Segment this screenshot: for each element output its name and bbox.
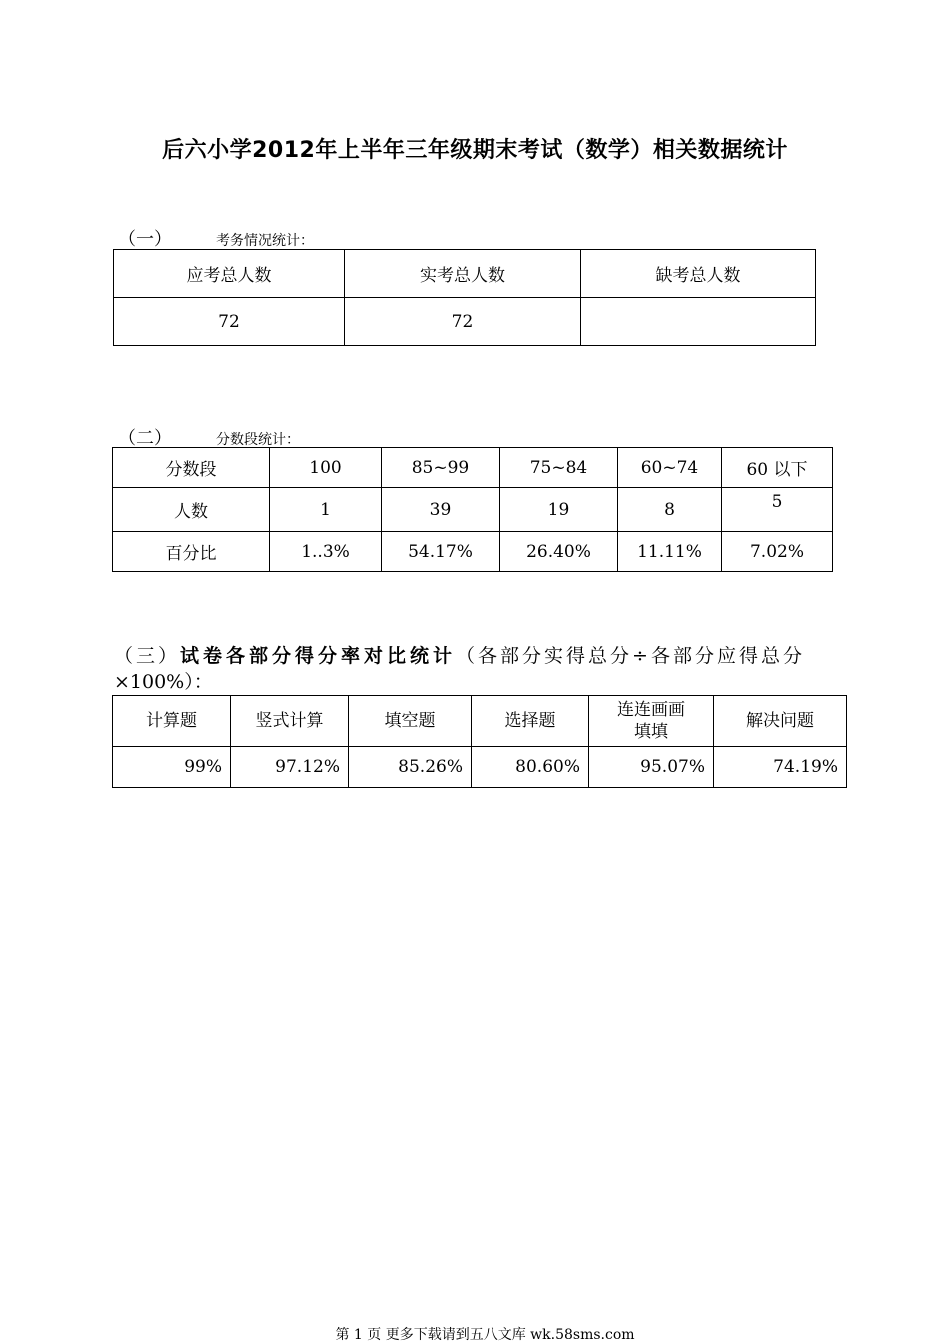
value-cell: 72 [345, 298, 581, 346]
table-row [113, 747, 847, 788]
header-cell: 100 [270, 448, 382, 488]
section-1-label: 考务情况统计： [216, 233, 314, 249]
header-cell: 应考总人数 [114, 250, 345, 298]
header-cell: 85~99 [382, 448, 500, 488]
header-cell: 连连画画 填填 [589, 696, 714, 747]
value-cell: 1 [270, 488, 382, 532]
section-3-note: （各部分实得总分÷各部分应得总分 [456, 645, 805, 667]
value-cell: 26.40% [500, 532, 618, 572]
value-cell: 54.17% [382, 532, 500, 572]
table-header-row [114, 250, 816, 298]
value-cell: 99% [113, 747, 231, 788]
section-1-number: （一） [118, 229, 172, 250]
table-row [113, 532, 833, 572]
table-row [113, 488, 833, 532]
header-cell: 竖式计算 [231, 696, 349, 747]
header-cell: 缺考总人数 [581, 250, 816, 298]
header-cell: 实考总人数 [345, 250, 581, 298]
table-header-row [113, 696, 847, 747]
header-cell: 60~74 [618, 448, 722, 488]
value-cell: 95.07% [589, 747, 714, 788]
section-3-heading [114, 643, 874, 695]
section-1-heading [118, 225, 314, 251]
row-label-cell: 人数 [113, 488, 270, 532]
score-range-table [112, 447, 833, 572]
value-cell: 7.02% [722, 532, 833, 572]
header-cell: 60 以下 [722, 448, 833, 488]
row-label-cell: 百分比 [113, 532, 270, 572]
section-3-number: （三） [114, 645, 181, 667]
value-cell: 5 [722, 488, 833, 532]
table-header-row [113, 448, 833, 488]
value-cell: 1..3% [270, 532, 382, 572]
value-cell: 39 [382, 488, 500, 532]
value-cell: 19 [500, 488, 618, 532]
section-3-note-end: ×100%）： [114, 671, 213, 693]
header-cell: 75~84 [500, 448, 618, 488]
header-cell: 选择题 [472, 696, 589, 747]
value-cell: 97.12% [231, 747, 349, 788]
header-cell: 解决问题 [714, 696, 847, 747]
value-cell: 85.26% [349, 747, 472, 788]
value-cell: 11.11% [618, 532, 722, 572]
value-cell: 72 [114, 298, 345, 346]
section-3-label: 试卷各部分得分率对比统计 [180, 645, 457, 667]
value-cell: 80.60% [472, 747, 589, 788]
section-2-label: 分数段统计： [216, 432, 300, 448]
value-cell: 74.19% [714, 747, 847, 788]
section-score-rate-table [112, 695, 847, 788]
value-cell: 8 [618, 488, 722, 532]
page-footer: 第 1 页 更多下载请到五八文库 wk.58sms.com [335, 1327, 635, 1343]
section-2-number: （二） [118, 428, 172, 449]
table-row [114, 298, 816, 346]
value-cell [581, 298, 816, 346]
page-title: 后六小学2012年上半年三年级期末考试（数学）相关数据统计 [162, 138, 788, 163]
header-cell: 填空题 [349, 696, 472, 747]
exam-attendance-table [113, 249, 816, 346]
header-cell: 分数段 [113, 448, 270, 488]
header-cell: 计算题 [113, 696, 231, 747]
